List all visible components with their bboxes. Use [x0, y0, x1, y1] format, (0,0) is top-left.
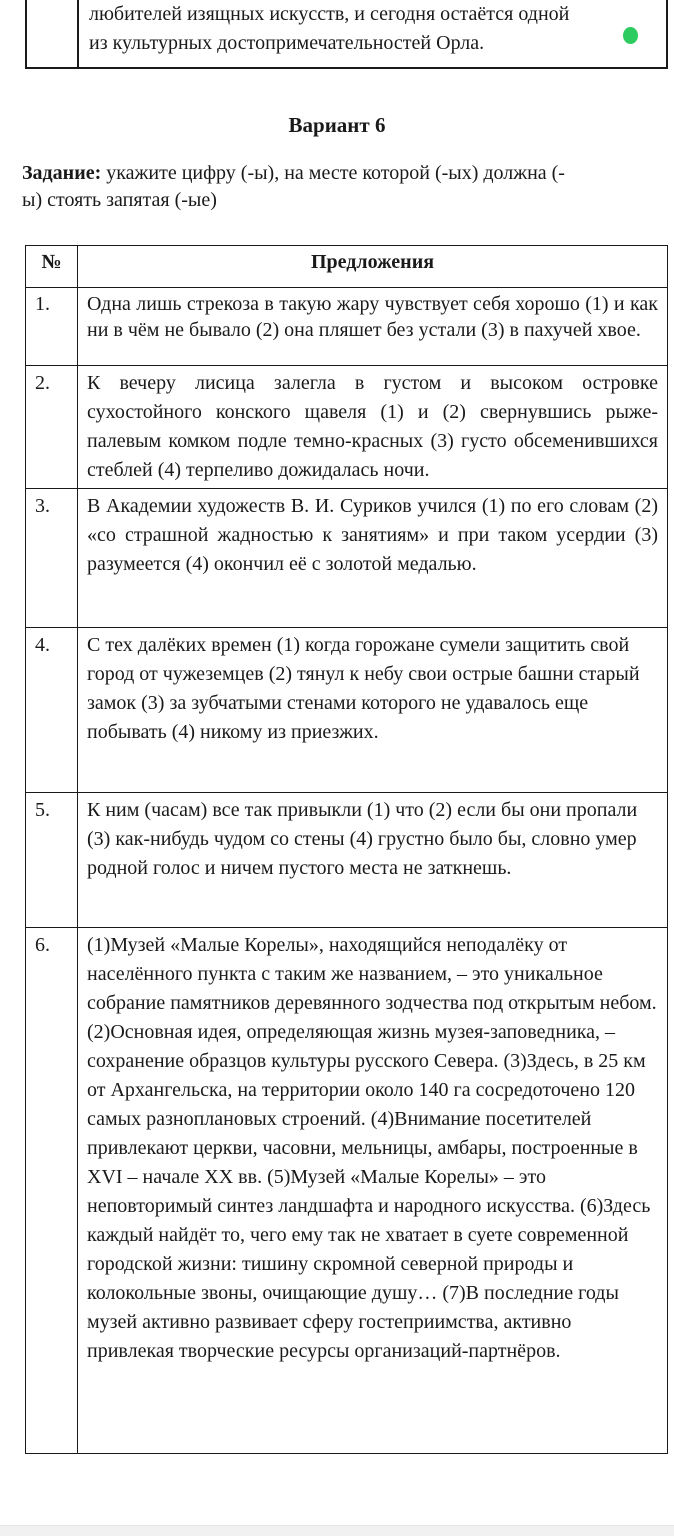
task-text-line2: ы) стоять запятая (-ые) [22, 189, 217, 211]
table-row [26, 628, 668, 793]
sentence-cell: В Академии художеств В. И. Суриков учился (1) по его словам (2) «со страшной жадностью к занятиям» и при таком усердии (3) разумеется (4) окончил её с золотой медалью. [78, 489, 668, 628]
task-instruction [22, 160, 664, 214]
header-sentences: Предложения [78, 246, 668, 288]
row-number-cell: 4. [26, 628, 78, 793]
table-row [26, 928, 668, 1454]
table-row [26, 288, 668, 366]
fragment-text-line2: из культурных достопримечательностей Орла. [89, 32, 485, 54]
table-row [26, 489, 668, 628]
row-number-cell: 2. [26, 366, 78, 489]
task-text-line1: укажите цифру (-ы), на месте которой (-ых) должна (- [106, 162, 565, 184]
green-dot-marker [623, 27, 638, 44]
bottom-bar [0, 1525, 674, 1536]
row-number-cell: 1. [26, 288, 78, 366]
top-table-fragment [25, 0, 668, 69]
row-number-cell: 6. [26, 928, 78, 1454]
sentence-cell: (1)Музей «Малые Корелы», находящийся неподалёку от населённого пункта с таким же названием, – это уникальное собрание памятников деревянного зодчества под открытым небом. (2)Основная идея, определяющая жизнь музея-заповедника, – сохранение образцов культуры русского Севера. (3)Здесь, в 25 км от Архангельска, на территории около 140 га сосредоточено 120 самых разноплановых строений. (4)Внимание посетителей привлекают церкви, часовни, мельницы, амбары, построенные в XVI – начале XX вв. (5)Музей «Малые Корелы» – это неповторимый синтез ландшафта и народного искусства. (6)Здесь каждый найдёт то, чего ему так не хватает в суете современной городской жизни: тишину скромной северной природы и колокольные звоны, очищающие душу… (7)В последние годы музей активно развивает сферу гостеприимства, активно привлекая творческие ресурсы организаций-партнёров. [78, 928, 668, 1454]
sentence-cell: С тех далёких времен (1) когда горожане сумели защитить свой город от чужеземцев (2) тянул к небу свои острые башни старый замок (3) за зубчатыми стенами которого не удавалось еще побывать (4) никому из приезжих. [78, 628, 668, 793]
variant-heading: Вариант 6 [288, 113, 386, 137]
table-row [26, 793, 668, 928]
sentences-table [25, 245, 668, 1454]
sentence-cell: Одна лишь стрекоза в такую жару чувствует себя хорошо (1) и как ни в чём не бывало (2) она пляшет без устали (3) в пахучей хвое. [78, 288, 668, 366]
table-row [26, 366, 668, 489]
fragment-number-cell [27, 0, 79, 67]
task-label: Задание: [22, 162, 102, 184]
fragment-text-line1: любителей изящных искусств, и сегодня остаётся одной [89, 3, 570, 25]
sentence-cell: К ним (часам) все так привыкли (1) что (2) если бы они пропали (3) как-нибудь чудом со стены (4) грустно было бы, словно умер родной голос и ничем пустого места не заткнешь. [78, 793, 668, 928]
row-number-cell: 3. [26, 489, 78, 628]
sentence-cell: К вечеру лисица залегла в густом и высоком островке сухостойного конского щавеля (1) и (2) свернувшись рыже-палевым комком подле темно-красных (3) густо обсеменившихся стеблей (4) терпеливо дожидалась ночи. [78, 366, 668, 489]
header-number: № [26, 246, 78, 288]
row-number-cell: 5. [26, 793, 78, 928]
table-header-row [26, 246, 668, 288]
fragment-text-cell [79, 0, 666, 67]
